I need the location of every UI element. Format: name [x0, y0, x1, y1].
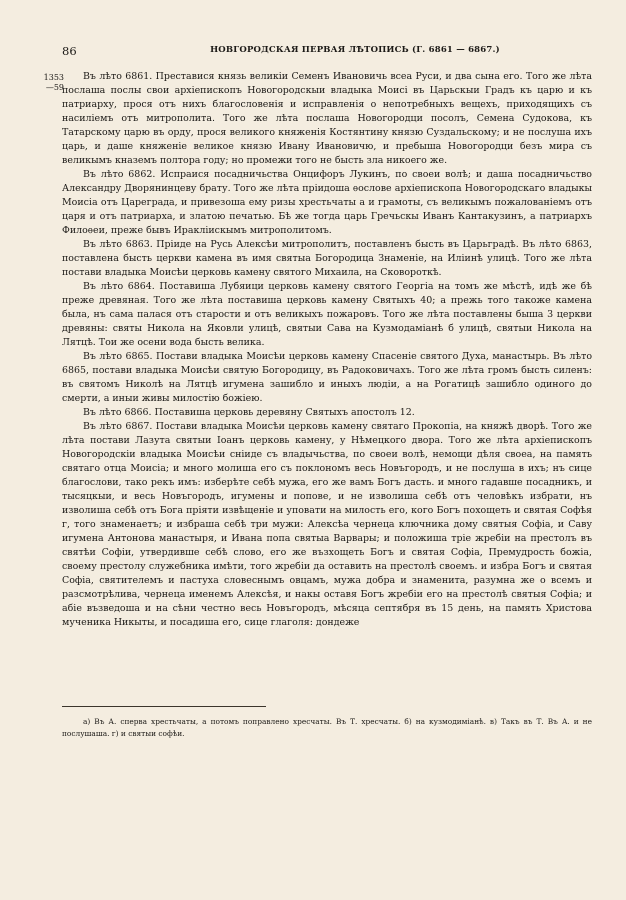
paragraph-6866: Въ лѣто 6866. Поставиша церковь деревяну Святыхъ апостолъ 12. [83, 407, 415, 418]
footnote-divider [62, 706, 266, 707]
paragraph-6861: Въ лѣто 6861. Преставися князь великiи Семенъ Ивановичь всеа Руси, и два сына его. Того же лѣта послаша послы свои архiепископъ Новогородскыи владыка Моисi въ Царьскыи Градъ къ царю и къ патриарху, прося отъ нихъ благословенiя и исправленiя о непотребныхъ вещехъ, приходящихъ съ насилiемъ отъ митрополита. Того же лѣта послаша Новогородци посолъ, Семена Судокова, къ Татарскому царю въ орду, прося великого княженiя Костянтину князю Суздальскому; и не послуша ихъ царь, и даше княженiе великое князю Ивану Ивановичю, и пребыша Новогородци безъ мира съ великымъ кназемъ полтора году; но промежи того не бысть зла никоего же. [62, 71, 592, 166]
footnote-text: а) Въ А. сперва хрестьчаты, а потомъ поправлено хресчаты. Въ Т. хресчаты. б) на кузмодимiанѣ. в) Такъ въ Т. Въ А. и не послушаша. г) и святыи софѣи. [62, 717, 592, 739]
running-title: НОВГОРОДСКАЯ ПЕРВАЯ ЛѢТОПИСЬ (Г. 6861 — 6867.) [210, 45, 500, 55]
margin-year-note [34, 73, 64, 93]
paragraph-6864: Въ лѣто 6864. Поставиша Лубяици церковь камену святого Георгiа на томъ же мѣстѣ, идѣ же бѣ преже древяная. Того же лѣта поставиша церковь камену Святыхъ 40; а прежь того такоже камена была, нъ сама палася отъ старости и отъ великыхъ пожаровъ. Того же лѣта поставлены быша 3 церкви древяны: святы Никола на Яковли улицѣ, святыи Сава на Кузмодамiанѣ б улицѣ, святыи Никола на Лятцѣ. Тои же осени вода бысть велика. [62, 281, 592, 348]
chronicle-text [62, 70, 592, 630]
margin-year-range: 1353 —59 [43, 73, 64, 92]
paragraph-6865: Въ лѣто 6865. Постави владыка Моисѣи церковь камену Спасенiе святого Духа, манастырь. Въ лѣто 6865, постави владыка Моисѣи святую Богородицу, въ Радоковичахъ. Того же лѣта громъ бысть силенъ: въ святомъ Николѣ на Лятцѣ игумена зашибло и иныхъ людiи, а на Рогатицѣ зашибло одиного до смерти, а иныи живы милостiю божiею. [62, 351, 592, 404]
page-number: 86 [62, 44, 77, 58]
paragraph-6862: Въ лѣто 6862. Испраися посадничьства Онцифоръ Лукинъ, по своеи волѣ; и даша посадничьство Александру Дворянинцеву брату. Того же лѣта прiидоша ѳослове архiепископа Новогородскаго владыкы Моисiа отъ Цареграда, и привезоша ему ризы хрестьчаты а и грамоты, съ великымъ пожалованiемъ отъ царя и отъ патриарха, и златою печатью. Бѣ же тогда царь Гречьскы Иванъ Кантакузинъ, а патриархъ Филоѳеи, преже бывъ Иракліискымъ митрополитомъ. [62, 169, 592, 236]
paragraph-6863: Въ лѣто 6863. Прiиде на Русь Алексѣи митрополитъ, поставленъ бысть въ Царьградѣ. Въ лѣто 6863, поставлена бысть церкви камена въ имя святыа Богородица Знаменiе, на Илiинѣ улицѣ. Того же лѣта постави владыка Моисѣи церковь камену святого Михаила, на Сковороткѣ. [62, 239, 592, 278]
footnotes [62, 716, 592, 741]
paragraph-6867: Въ лѣто 6867. Постави владыка Моисѣи церковь камену святаго Прокопiа, на княжѣ дворѣ. Того же лѣта постави Лазута святыи Іоанъ церковь камену, у Нѣмецкого двора. Того же лѣта архiепископъ Новогородскiи владыка Моисѣи снiиде съ владычьства, по своеи волѣ, немощи дѣля своеа, на память святаго отца Моисiа; и много молиша его съ поклономъ весь Новъгородъ, и не послуша в ихъ; нъ сице благослови, тако рекъ имъ: изберѣте себѣ мужа, его же вамъ Богъ дасть. и много гадавше посадникъ, и тысяцкыи, и весь Новъгородъ, игумены и попове, и не изволиша себѣ отъ человѣкъ избрати, нъ изволиша себѣ отъ Бога прiяти извѣщенiе и уповати на милость его, кого Богъ похощеть и святая Софѣя г, того знаменаетъ; и избраша себѣ три мужи: Алексѣа чернеца ключника дому святыя Софiа, и Саву игумена Антонова манастыря, и Ивана попа святыа Варвары; и положиша трiе жребiи на престолъ въ святѣи Софiи, утвердивше себѣ слово, его же възхощеть Богъ и святая Софiа, Премудрость божiа, своему престолу служебника имѣти, того жребiи да оставить на престолѣ своемъ. и избра Богъ и святая Софiа, святителемъ и пастуха словеснымъ овцамъ, мужа добра и знаменита, разумна же о всемъ и разсмотрѣлива, чернеца именемъ Алексѣя, и накы оставя Богъ жребiи его на престолѣ святыя Софiа; и абiе възведоша и на сѣни честно весь Новъгородъ, мѣсяца септября въ 15 день, на память Христова мученика Никыты, и посадиша его, сице глаголя: дондеже [62, 421, 592, 628]
page-header [62, 44, 590, 60]
